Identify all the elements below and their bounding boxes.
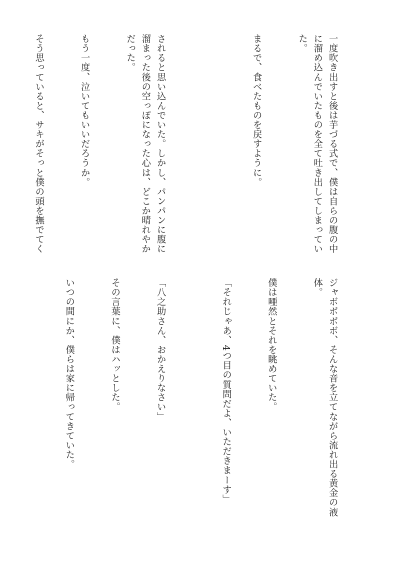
paragraph: 「八之助さん、おかえりなさい」 — [154, 278, 166, 422]
paragraph: されると思い込んでいた。しかし、パンパンに腹に溜まった後の空っぽになった心は、どこか晴れやかだった。 — [124, 34, 166, 254]
paragraph: そう思っていると、サキがそっと僕の頭を撫でてく — [32, 34, 44, 254]
paragraph: ジャボボボボ、そんな音を立てながら流れ出る黄金の液体。 — [311, 278, 338, 517]
paragraph: いつの間にか、僕らは家に帰ってきていた。 — [63, 278, 75, 469]
text-block-bottom-right — [218, 278, 370, 530]
paragraph: 「それじゃあ、4つ目の質問だよ、いただきまーす」 — [220, 278, 232, 504]
paragraph — [30, 278, 31, 530]
paragraph: もう一度、泣いてもいいだろうか。 — [78, 34, 90, 187]
text-block-top-right — [218, 34, 370, 262]
paragraph: 一度吹き出すと後は芋づる式で、僕は自らの腹の中に溜め込んでいたものを全て吐き出してしまっていた。 — [296, 34, 338, 254]
paragraph: その言葉に、僕はハッとした。 — [108, 278, 120, 412]
text-block-bottom-left — [30, 278, 198, 530]
paragraph: 僕は唖然とそれを眺めていた。 — [265, 278, 277, 412]
paragraph: まるで、食べたものを戻すように。 — [250, 34, 262, 187]
text-block-top-left — [30, 34, 198, 262]
